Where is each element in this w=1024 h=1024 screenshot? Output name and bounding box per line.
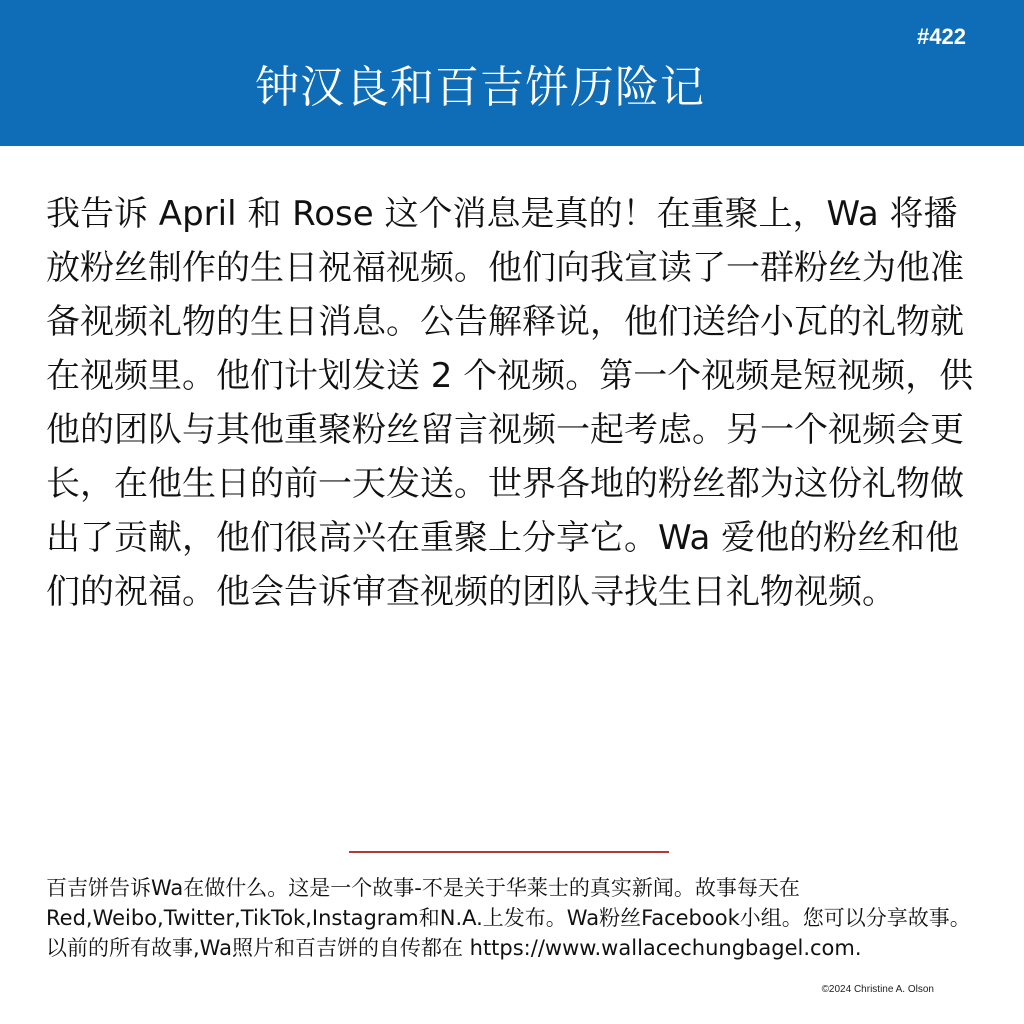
header-banner (0, 0, 1024, 146)
issue-number: #422 (917, 24, 966, 49)
story-text: 我告诉 April 和 Rose 这个消息是真的！在重聚上，Wa 将播放粉丝制作的生日祝福视频。他们向我宣读了一群粉丝为他准备视频礼物的生日消息。公告解释说，他们送给小瓦的礼物就在视频里。他们计划发送 2 个视频。第一个视频是短视频，供他的团队与其他重聚粉丝留言视频一起考虑。另一个视频会更长，在他生日的前一天发送。世界各地的粉丝都为这份礼物做出了贡献，他们很高兴在重聚上分享它。Wa 爱他的粉丝和他们的祝福。他会告诉审查视频的团队寻找生日礼物视频。 (46, 194, 974, 612)
copyright-notice: ©2024 Christine A. Olson (821, 984, 934, 995)
footer-divider (349, 851, 669, 853)
footer-note: 百吉饼告诉Wa在做什么。这是一个故事-不是关于华莱士的真实新闻。故事每天在Red,Weibo,Twitter,TikTok,Instagram和N.A.上发布。Wa粉丝Facebook小组。您可以分享故事。以前的所有故事,Wa照片和百吉饼的自传都在 https://www.wallacechungbagel.com. (46, 876, 971, 960)
page-title: 钟汉良和百吉饼历险记 (255, 62, 705, 113)
